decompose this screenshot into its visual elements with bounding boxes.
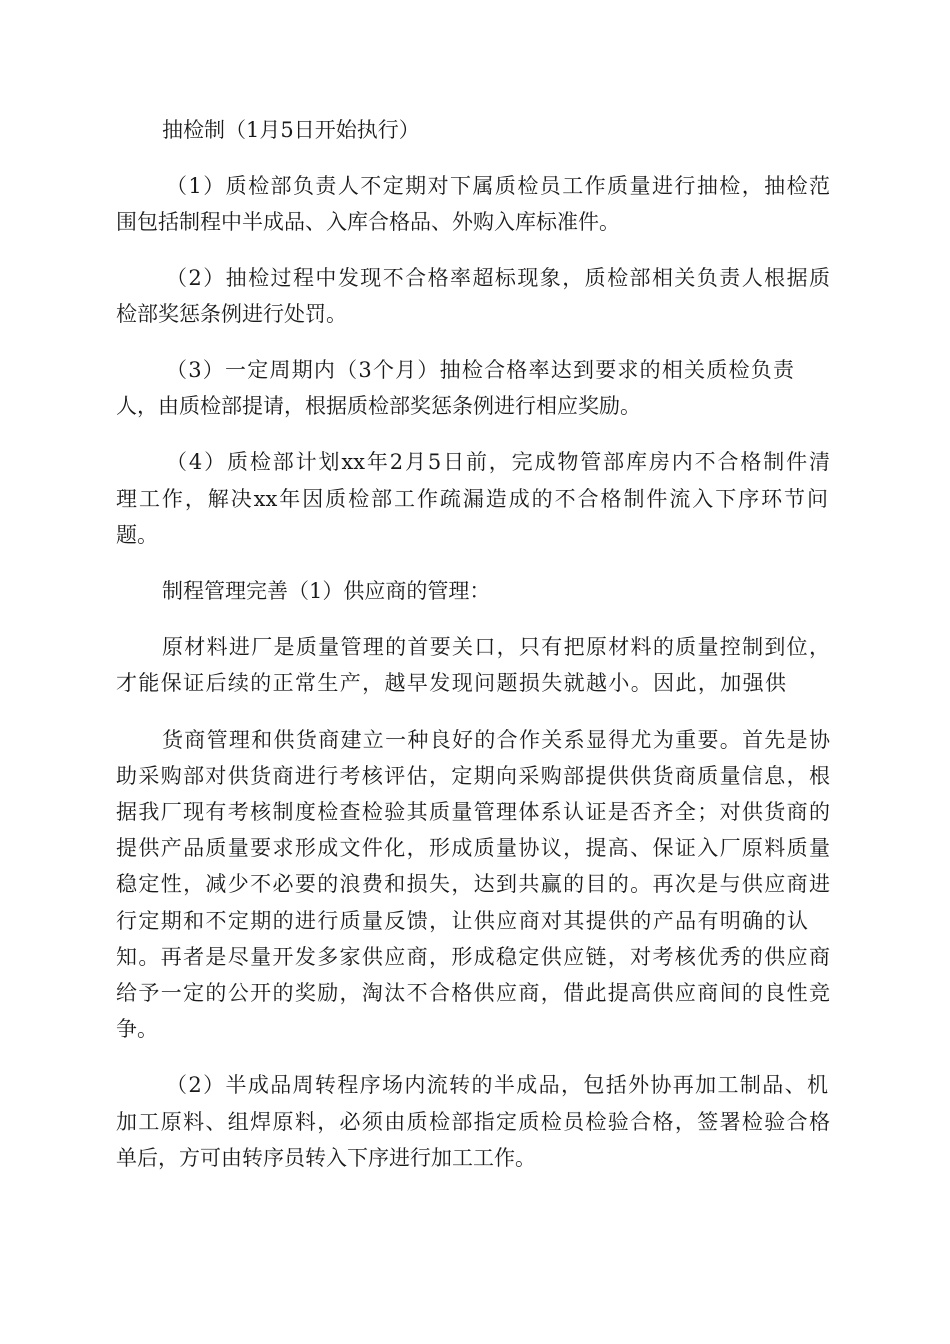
paragraph-6-line-8: 给予一定的公开的奖励，淘汰不合格供应商，借此提高供应商间的良性竞 xyxy=(116,981,830,1005)
paragraph-2-line-1: （2）抽检过程中发现不合格率超标现象，质检部相关负责人根据质 xyxy=(166,266,830,290)
paragraph-5-line-2: 才能保证后续的正常生产，越早发现问题损失就越小。因此，加强供 xyxy=(116,671,786,695)
heading: 抽检制（1月5日开始执行） xyxy=(162,118,420,142)
paragraph-7-line-2: 加工原料、组焊原料，必须由质检部指定质检员检验合格，签署检验合格 xyxy=(116,1110,830,1134)
paragraph-6-line-9: 争。 xyxy=(116,1017,158,1041)
paragraph-6-line-4: 提供产品质量要求形成文件化，形成质量协议，提高、保证入厂原料质量 xyxy=(116,836,830,860)
paragraph-3-line-1: （3）一定周期内（3个月）抽检合格率达到要求的相关质检负责 xyxy=(166,358,794,382)
paragraph-4-line-1: （4）质检部计划xx年2月5日前，完成物管部库房内不合格制件清 xyxy=(166,450,830,474)
paragraph-2-line-2: 检部奖惩条例进行处罚。 xyxy=(116,302,347,326)
paragraph-7-line-1: （2）半成品周转程序场内流转的半成品，包括外协再加工制品、机 xyxy=(166,1073,828,1097)
paragraph-6-line-7: 知。再者是尽量开发多家供应商，形成稳定供应链，对考核优秀的供应商 xyxy=(116,945,830,969)
section-heading: 制程管理完善（1）供应商的管理： xyxy=(162,579,491,603)
paragraph-1-line-2: 围包括制程中半成品、入库合格品、外购入库标准件。 xyxy=(116,210,620,234)
paragraph-3-line-2: 人，由质检部提请，根据质检部奖惩条例进行相应奖励。 xyxy=(116,394,641,418)
paragraph-6-line-5: 稳定性，减少不必要的浪费和损失，达到共赢的目的。再次是与供应商进 xyxy=(116,872,830,896)
paragraph-4-line-3: 题。 xyxy=(116,523,158,547)
paragraph-1-line-1: （1）质检部负责人不定期对下属质检员工作质量进行抽检，抽检范 xyxy=(166,174,830,198)
paragraph-4-line-2: 理工作，解决xx年因质检部工作疏漏造成的不合格制件流入下序环节问 xyxy=(116,487,828,511)
paragraph-6-line-1: 货商管理和供货商建立一种良好的合作关系显得尤为重要。首先是协 xyxy=(162,728,830,752)
paragraph-6-line-3: 据我厂现有考核制度检查检验其质量管理体系认证是否齐全；对供货商的 xyxy=(116,800,830,824)
paragraph-6-line-6: 行定期和不定期的进行质量反馈，让供应商对其提供的产品有明确的认 xyxy=(116,909,808,933)
paragraph-6-line-2: 助采购部对供货商进行考核评估，定期向采购部提供供货商质量信息，根 xyxy=(116,764,830,788)
paragraph-5-line-1: 原材料进厂是质量管理的首要关口，只有把原材料的质量控制到位， xyxy=(162,635,830,659)
paragraph-7-line-3: 单后，方可由转序员转入下序进行加工工作。 xyxy=(116,1146,536,1170)
